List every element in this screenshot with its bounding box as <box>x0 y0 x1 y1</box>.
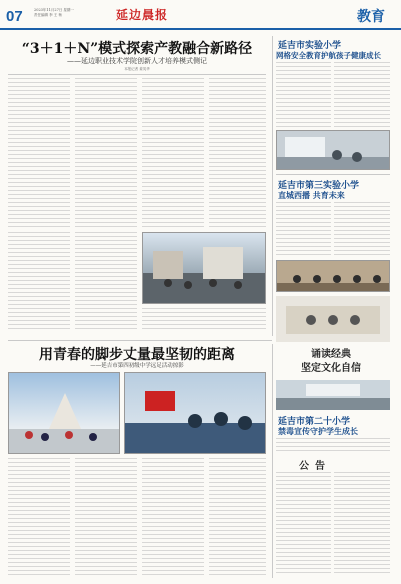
main-byline: 本报记者 姜英华 <box>124 67 150 71</box>
main-column-5 <box>8 232 70 332</box>
main-column-4 <box>209 78 266 228</box>
issue-date <box>34 8 89 18</box>
side-article-2-photo <box>276 260 390 292</box>
page-number: 07 <box>6 8 23 25</box>
main-divider <box>8 74 266 75</box>
quote-box <box>276 348 386 376</box>
feature-column-3 <box>142 458 204 578</box>
students-photo-graphic <box>143 233 266 304</box>
column-divider <box>272 36 273 336</box>
newspaper-name: 延边晨报 <box>116 8 169 22</box>
quote-line-2: 坚定文化自信 <box>301 363 361 374</box>
side-article-3-subheadline: 禁毒宣传守护学生成长 <box>278 427 358 436</box>
feature-subheadline: ——延吉市第四初级中学远足活动掠影 <box>90 363 184 369</box>
main-subheadline: ——延边职业技术学院创新人才培养模式侧记 <box>67 57 207 65</box>
side-article-2-col-2 <box>334 202 390 258</box>
reading-photo-graphic <box>276 296 390 342</box>
feature-headline: 用青春的脚步丈量最坚韧的距离 <box>39 347 235 363</box>
main-column-3 <box>142 78 204 228</box>
side-article-3-text <box>276 438 390 452</box>
side-article-3-photo <box>276 380 390 410</box>
side-article-1-photo <box>276 130 390 170</box>
side-article-1-col-1 <box>276 62 331 128</box>
side-article-2-headline: 延吉市第三实验小学 <box>278 181 360 191</box>
side-divider-1 <box>276 174 390 175</box>
section-name: 教育 <box>357 9 385 25</box>
notice-column-1 <box>276 472 331 576</box>
main-photo-caption <box>142 308 266 332</box>
side-article-3-headline: 延吉市第二十小学 <box>278 417 351 427</box>
side-article-1-col-2 <box>334 62 390 128</box>
classroom-photo-graphic <box>277 131 390 170</box>
side-article-2-subheadline: 直城西播 共育未来 <box>278 191 345 200</box>
feature-column-2 <box>75 458 137 578</box>
side-article-2-col-1 <box>276 202 331 258</box>
date-line: 2023年11月27日 星期一 <box>34 8 74 12</box>
performance-photo-graphic <box>277 261 390 292</box>
editor-line: 责任编辑 李 王 杨 <box>34 13 62 17</box>
main-photo <box>142 232 266 304</box>
feature-photo-1 <box>8 372 120 454</box>
notice-divider <box>272 344 273 578</box>
hiking-photo-graphic <box>9 373 120 454</box>
notice-title: 公告 <box>299 461 331 472</box>
feature-divider <box>8 340 272 341</box>
feature-column-4 <box>209 458 266 578</box>
notice-column-2 <box>334 472 390 576</box>
side-article-1-subheadline: 网格安全教育护航孩子健康成长 <box>276 51 381 60</box>
main-column-1 <box>8 78 70 228</box>
side-article-1-headline: 延吉市实验小学 <box>278 41 342 51</box>
assembly-photo-graphic <box>276 380 390 410</box>
main-headline: “3＋1＋N”模式探索产教融合新路径 <box>21 41 253 57</box>
main-column-6 <box>75 232 137 332</box>
feature-photo-2 <box>124 372 266 454</box>
flag-photo-graphic <box>125 373 266 454</box>
feature-column-1 <box>8 458 70 578</box>
quote-photo <box>276 296 390 342</box>
main-column-2 <box>75 78 137 228</box>
quote-line-1: 诵读经典 <box>311 349 351 360</box>
